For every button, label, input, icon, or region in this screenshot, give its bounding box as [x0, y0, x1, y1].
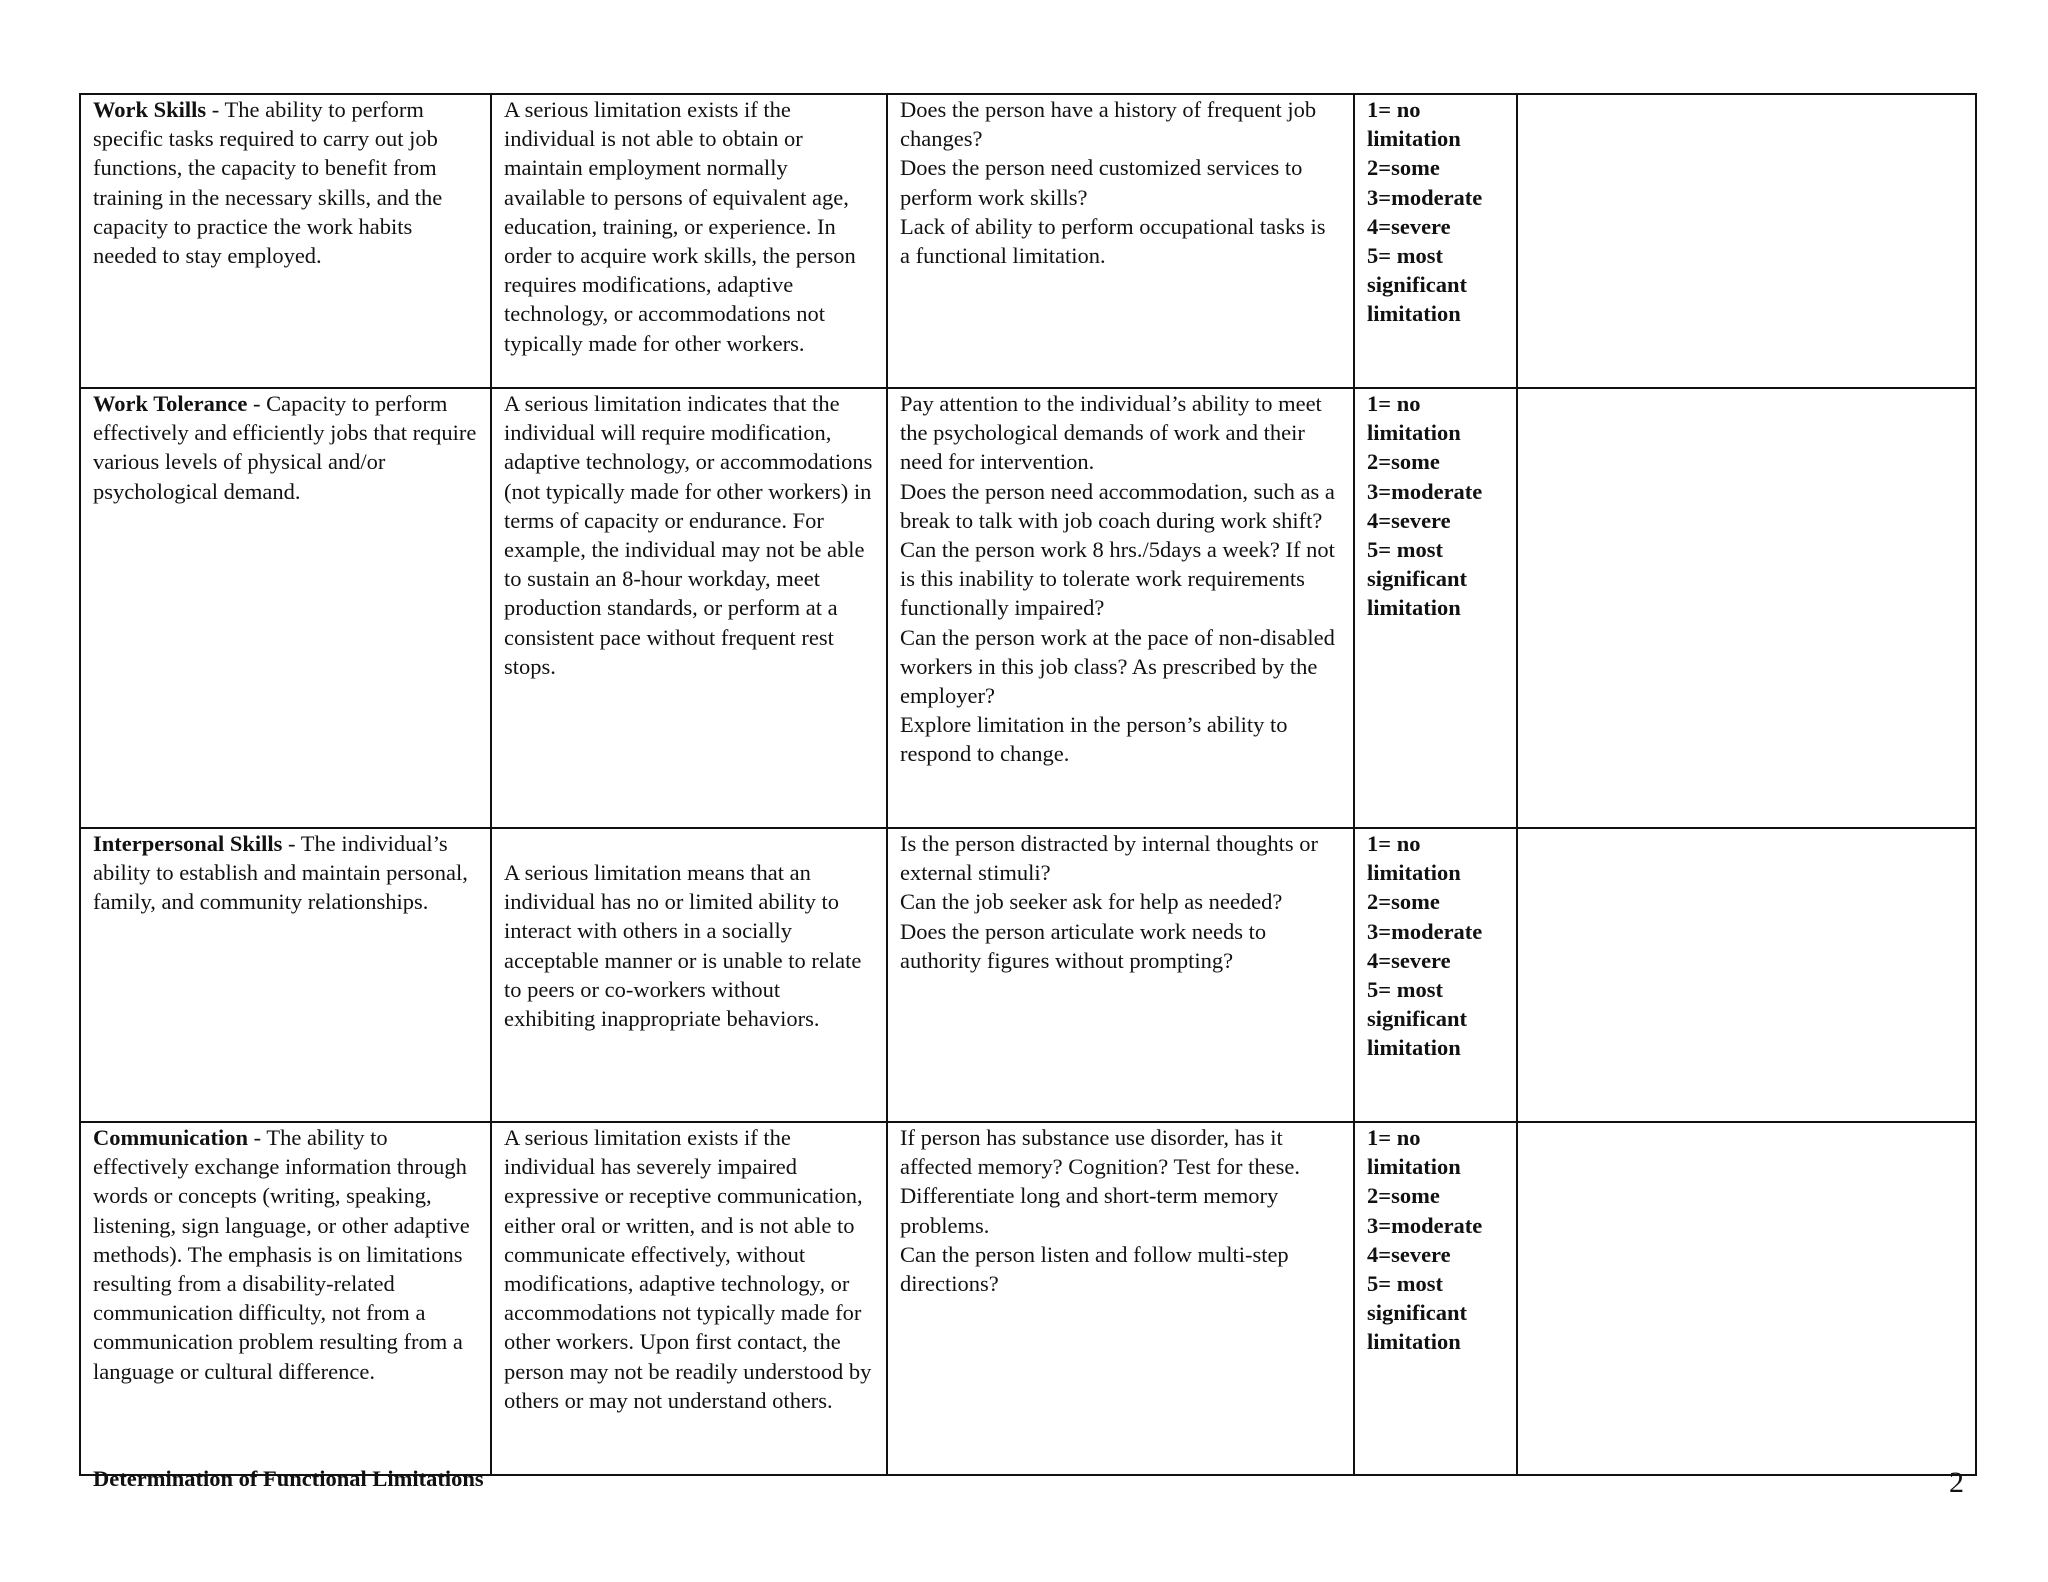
- footer-document-title: Determination of Functional Limitations: [93, 1466, 484, 1491]
- questions-cell: [887, 1122, 1354, 1475]
- serious-limitation-cell: A serious limitation indicates that the individual will require modification, adaptive technology, or accommodations (not typically made for other workers) in terms of capacity or endurance. For example, the individual may not be able to sustain an 8-hour workday, meet production standards, or perform at a consistent pace without frequent rest stops.: [491, 388, 887, 828]
- question-line: Lack of ability to perform occupational tasks is a functional limitation.: [900, 213, 1326, 269]
- rating-entry-cell[interactable]: [1517, 828, 1976, 1122]
- scale-level: 4=severe: [1367, 213, 1451, 239]
- serious-limitation-cell: A serious limitation exists if the individual is not able to obtain or maintain employment normally available to persons of equivalent age, education, training, or experience. In order to acquire work skills, the person requires modifications, adaptive technology, or accommodations not typically made for other workers.: [491, 94, 887, 388]
- area-definition: - The individual’s ability to establish and maintain personal, family, and community relationships.: [93, 831, 468, 915]
- functional-area-cell: [80, 828, 491, 1122]
- scale-level: 5= most significant limitation: [1367, 537, 1468, 621]
- scale-level: 1= no limitation: [1367, 1125, 1461, 1180]
- page-number: 2: [1949, 1466, 1964, 1499]
- question-line: Does the person articulate work needs to authority figures without prompting?: [900, 918, 1267, 973]
- scale-level: 2=some: [1367, 1183, 1440, 1209]
- scale-level: 2=some: [1367, 155, 1440, 181]
- question-line: Can the person work at the pace of non-disabled workers in this job class? As prescribed by the employer?: [900, 624, 1335, 709]
- scale-level: 1= no limitation: [1367, 391, 1461, 446]
- functional-area-cell: [80, 94, 491, 388]
- area-definition: - The ability to effectively exchange information through words or concepts (writing, speaking, listening, sign language, or other adaptive methods). The emphasis is on limitations resulting from a disability-related communication difficulty, not from a communication problem resulting from a language or cultural difference.: [93, 1125, 470, 1384]
- question-line: Differentiate long and short-term memory problems.: [900, 1183, 1279, 1238]
- area-term: Work Tolerance: [93, 391, 248, 416]
- scale-level: 3=moderate: [1367, 918, 1483, 944]
- question-line: Does the person have a history of frequent job changes?: [900, 97, 1317, 152]
- rating-scale-cell: [1354, 388, 1517, 828]
- scale-level: 3=moderate: [1367, 478, 1483, 504]
- questions-cell: [887, 94, 1354, 388]
- scale-level: 3=moderate: [1367, 184, 1483, 210]
- question-line: Explore limitation in the person’s ability to respond to change.: [900, 712, 1288, 767]
- question-line: Can the person work 8 hrs./5days a week? If not is this inability to tolerate work requirements functionally impaired?: [900, 537, 1335, 621]
- area-definition: - Capacity to perform effectively and efficiently jobs that require various levels of physical and/or psychological demand.: [93, 391, 477, 504]
- scale-level: 5= most significant limitation: [1367, 243, 1468, 327]
- area-term: Work Skills: [93, 97, 207, 122]
- rating-entry-cell[interactable]: [1517, 94, 1976, 388]
- scale-level: 5= most significant limitation: [1367, 1271, 1468, 1355]
- functional-limitations-table: [79, 93, 1977, 1476]
- scale-level: 2=some: [1367, 449, 1440, 475]
- serious-limitation-cell: A serious limitation means that an individual has no or limited ability to interact with others in a socially acceptable manner or is unable to relate to peers or co-workers without exhibiting inappropriate behaviors.: [491, 828, 887, 1122]
- area-term: Interpersonal Skills: [93, 831, 283, 856]
- scale-level: 4=severe: [1367, 1241, 1451, 1267]
- scale-level: 2=some: [1367, 889, 1440, 915]
- questions-cell: [887, 388, 1354, 828]
- question-line: If person has substance use disorder, has it affected memory? Cognition? Test for these.: [900, 1125, 1300, 1180]
- rating-scale-cell: [1354, 94, 1517, 388]
- area-term: Communication: [93, 1125, 249, 1150]
- functional-area-cell: [80, 1122, 491, 1475]
- scale-level: 4=severe: [1367, 947, 1451, 973]
- scale-level: 3=moderate: [1367, 1212, 1483, 1238]
- scale-level: 1= no limitation: [1367, 97, 1461, 152]
- serious-limitation-cell: A serious limitation exists if the individual has severely impaired expressive or receptive communication, either oral or written, and is not able to communicate effectively, without modifications, adaptive technology, or accommodations not typically made for other workers. Upon first contact, the person may not be readily understood by others or may not understand others.: [491, 1122, 887, 1475]
- table-row: [80, 828, 1976, 1122]
- functional-area-cell: [80, 388, 491, 828]
- scale-level: 1= no limitation: [1367, 831, 1461, 886]
- question-line: Is the person distracted by internal thoughts or external stimuli?: [900, 831, 1319, 886]
- question-line: Can the person listen and follow multi-step directions?: [900, 1241, 1289, 1297]
- rating-scale-cell: [1354, 828, 1517, 1122]
- scale-level: 5= most significant limitation: [1367, 977, 1468, 1061]
- questions-cell: [887, 828, 1354, 1122]
- area-definition: - The ability to perform specific tasks required to carry out job functions, the capacity to benefit from training in the necessary skills, and the capacity to practice the work habits needed to stay employed.: [93, 97, 443, 269]
- scale-level: 4=severe: [1367, 507, 1451, 533]
- question-line: Can the job seeker ask for help as needed?: [900, 889, 1283, 915]
- question-line: Does the person need accommodation, such as a break to talk with job coach during work shift?: [900, 478, 1335, 533]
- rating-scale-cell: [1354, 1122, 1517, 1475]
- question-line: Does the person need customized services to perform work skills?: [900, 155, 1303, 210]
- rating-entry-cell[interactable]: [1517, 1122, 1976, 1475]
- rating-entry-cell[interactable]: [1517, 388, 1976, 828]
- table-row: [80, 388, 1976, 828]
- table-row: [80, 94, 1976, 388]
- table-row: [80, 1122, 1976, 1475]
- question-line: Pay attention to the individual’s ability to meet the psychological demands of work and their need for intervention.: [900, 391, 1322, 475]
